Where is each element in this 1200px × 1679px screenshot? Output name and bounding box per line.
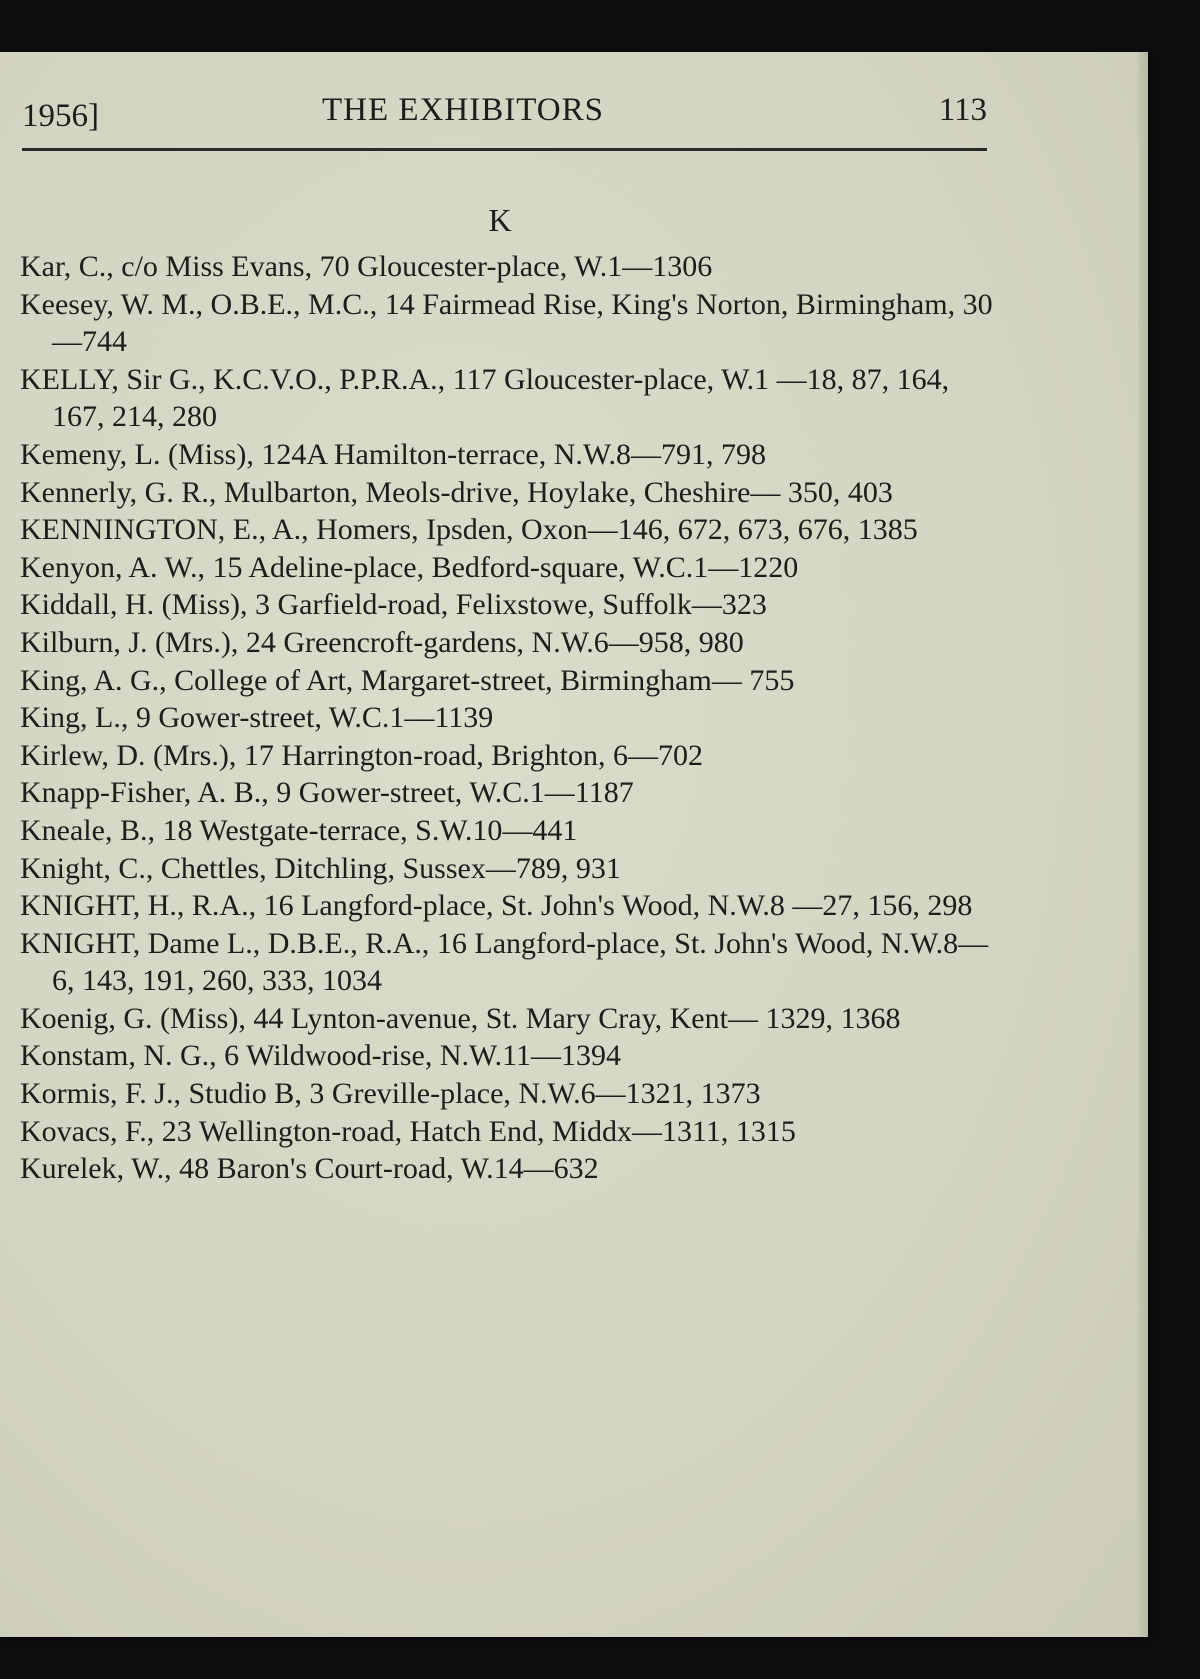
exhibitor-entry: Kiddall, H. (Miss), 3 Garfield-road, Felixstowe, Suffolk—323 xyxy=(20,588,767,622)
exhibitor-list xyxy=(20,248,1005,1188)
header-title: THE EXHIBITORS xyxy=(322,92,604,128)
exhibitor-entry: Kenyon, A. W., 15 Adeline-place, Bedford-square, W.C.1—1220 xyxy=(20,550,799,584)
header-year: 1956] xyxy=(22,98,99,134)
exhibitor-entry: Knight, C., Chettles, Ditchling, Sussex—789, 931 xyxy=(20,851,621,885)
page-number: 113 xyxy=(938,92,987,128)
exhibitor-entry: Keesey, W. M., O.B.E., M.C., 14 Fairmead Rise, King's Norton, Birmingham, 30—744 xyxy=(20,287,993,359)
exhibitor-entry: King, A. G., College of Art, Margaret-street, Birmingham— 755 xyxy=(20,663,795,697)
exhibitor-entry: King, L., 9 Gower-street, W.C.1—1139 xyxy=(20,701,494,735)
exhibitor-entry: Kurelek, W., 48 Baron's Court-road, W.14—632 xyxy=(20,1152,599,1186)
running-header xyxy=(22,92,987,142)
exhibitor-entry: Kilburn, J. (Mrs.), 24 Greencroft-gardens, N.W.6—958, 980 xyxy=(20,625,744,659)
exhibitor-entry: Kovacs, F., 23 Wellington-road, Hatch End, Middx—1311, 1315 xyxy=(20,1114,796,1148)
page-edge xyxy=(1138,52,1148,1637)
exhibitor-entry: KENNINGTON, E., A., Homers, Ipsden, Oxon—146, 672, 673, 676, 1385 xyxy=(20,513,918,547)
exhibitor-entry: Kormis, F. J., Studio B, 3 Greville-place, N.W.6—1321, 1373 xyxy=(20,1077,761,1111)
exhibitor-entry: KELLY, Sir G., K.C.V.O., P.P.R.A., 117 Gloucester-place, W.1 —18, 87, 164, 167, 214, 280 xyxy=(20,362,950,434)
exhibitor-entry: Kemeny, L. (Miss), 124A Hamilton-terrace, N.W.8—791, 798 xyxy=(20,437,766,471)
exhibitor-entry: Kirlew, D. (Mrs.), 17 Harrington-road, Brighton, 6—702 xyxy=(20,738,703,772)
exhibitor-entry: Kar, C., c/o Miss Evans, 70 Gloucester-place, W.1—1306 xyxy=(20,250,713,283)
exhibitor-entry: Koenig, G. (Miss), 44 Lynton-avenue, St. Mary Cray, Kent— 1329, 1368 xyxy=(20,1001,901,1035)
header-rule xyxy=(22,148,987,151)
exhibitor-entry: Knapp-Fisher, A. B., 9 Gower-street, W.C.1—1187 xyxy=(20,776,634,810)
exhibitor-entry: Kennerly, G. R., Mulbarton, Meols-drive, Hoylake, Cheshire— 350, 403 xyxy=(20,475,893,509)
exhibitor-entry: KNIGHT, Dame L., D.B.E., R.A., 16 Langford-place, St. John's Wood, N.W.8—6, 143, 191, 260, 333, 1034 xyxy=(20,926,989,998)
exhibitor-entry: KNIGHT, H., R.A., 16 Langford-place, St. John's Wood, N.W.8 —27, 156, 298 xyxy=(20,889,973,923)
exhibitor-entry: Konstam, N. G., 6 Wildwood-rise, N.W.11—1394 xyxy=(20,1039,621,1073)
section-letter: K xyxy=(488,202,512,238)
exhibitor-entry: Kneale, B., 18 Westgate-terrace, S.W.10—441 xyxy=(20,813,578,847)
